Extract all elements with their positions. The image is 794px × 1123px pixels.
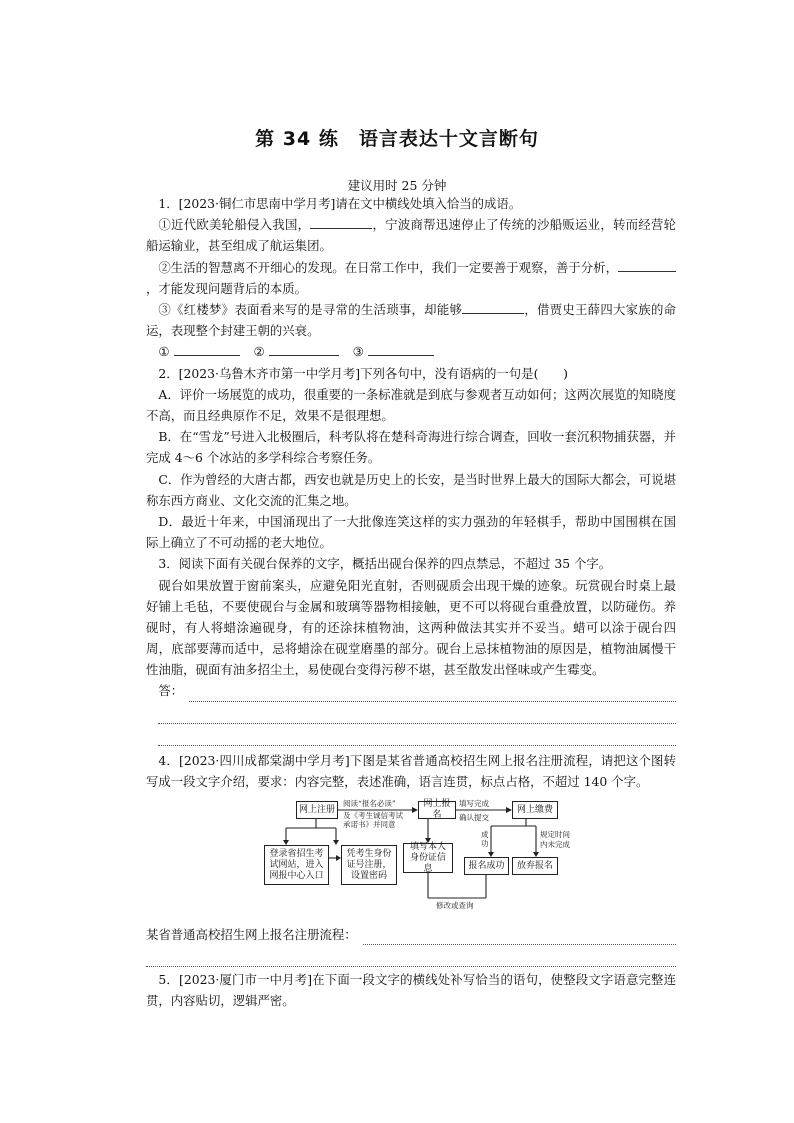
q1-answer-1[interactable] bbox=[174, 343, 240, 356]
q4-stem: 4．[2023·四川成都棠湖中学月考]下图是某省普通高校招生网上报名注册流程，请把这个图转写成一段文字介绍，要求：内容完整，表述准确，语言连贯，标点占格，不超过 140 个字。 bbox=[146, 752, 676, 789]
q2-option-b: B．在“雪龙”号进入北极圈后，科考队将在楚科奇海进行综合调查，回收一套沉积物捕获器，并完成 4～6 个冰站的多学科综合考察任务。 bbox=[146, 429, 676, 466]
q1-blank-1[interactable] bbox=[310, 216, 372, 229]
q1-answer-3[interactable] bbox=[368, 343, 434, 356]
q1-sentence-1: ①近代欧美轮船侵入我国， ，宁波商帮迅速停止了传统的沙船贩运业，转而经营轮船运输业，甚至组成了航运集团。 bbox=[146, 217, 677, 254]
q4-answer-row: 某省普通高校招生网上报名注册流程： bbox=[146, 924, 676, 945]
flow-box-success: 报名成功 bbox=[464, 857, 509, 875]
q4-answer-line-1[interactable] bbox=[363, 930, 676, 945]
q2-option-d: D．最近十年来，中国涌现出了一大批像连笑这样的实力强劲的年轻棋手，帮助中国围棋在国际上确立了不可动摇的老大地位。 bbox=[146, 514, 676, 551]
time-suggestion: 建议用时 25 分钟 bbox=[347, 178, 447, 193]
q3-passage: 砚台如果放置于窗前案头，应避免阳光直射，否则砚质会出现干燥的迹象。玩赏砚台时桌上最好铺上毛毡，不要使砚台与金属和玻璃等器物相接触，更不可以将砚台重叠放置，以防碰伤。养砚时，有人将蜡涂遍砚身，有的还涂抹植物油，这两种做法其实并不妥当。蜡可以涂于砚台四周，底部要薄而适中，忌将蜡涂在砚堂磨墨的部分。砚台上忌抹植物油的原因是，植物油属慢干性油脂，砚面有油多招尘土，易使砚台变得污秽不堪，甚至散发出怪味或产生霉变。 bbox=[146, 577, 676, 678]
flow-note-timeout-1: 规定时间 bbox=[540, 830, 570, 840]
flow-note-read-1: 阅读“报名必读” bbox=[343, 799, 396, 809]
q2-option-a: A．评价一场展览的成功，很重要的一条标准就是到底与参观者互动如何；这两次展览的知晓度不高，而且经典原作不足，效果不是很理想。 bbox=[146, 386, 676, 424]
q3-answer-line-3[interactable] bbox=[158, 724, 676, 746]
flow-note-read-2: 及《考生诚信考试承诺书》并同意 bbox=[343, 811, 403, 830]
flow-box-login: 登录省招生考试网站，进入网报中心入口 bbox=[264, 845, 329, 885]
q3-answer-line-2[interactable] bbox=[158, 702, 676, 724]
q2-stem: 2．[2023·乌鲁木齐市第一中学月考]下列各句中，没有语病的一句是( ) bbox=[158, 365, 569, 381]
flow-box-abandon: 放弃报名 bbox=[512, 857, 558, 875]
q1-blank-2[interactable] bbox=[618, 259, 676, 272]
page-title: 第 34 练 语言表达十文言断句 bbox=[255, 128, 539, 150]
q1-answer-row: ① ② ③ bbox=[146, 341, 676, 362]
q5-stem: 5．[2023·厦门市一中月考]在下面一段文字的横线处补写恰当的语句，使整段文字语意完整连贯，内容贴切，逻辑严密。 bbox=[146, 972, 676, 1009]
q1-stem: 1．[2023·铜仁市思南中学月考]请在文中横线处填入恰当的成语。 bbox=[158, 196, 522, 211]
flow-note-timeout-2: 内未完成 bbox=[540, 840, 570, 850]
q1-blank-3[interactable] bbox=[462, 301, 524, 314]
q1-answer-2[interactable] bbox=[269, 343, 339, 356]
q1-sentence-2: ②生活的智慧离不开细心的发现。在日常工作中，我们一定要善于观察，善于分析，，才能发现问题背后的本质。 bbox=[146, 257, 676, 299]
q1-sentence-3: ③《红楼梦》表面看来写的是寻常的生活琐事，却能够 ，借贾史王薛四大家族的命运，表现整个封建王朝的兴衰。 bbox=[146, 302, 677, 339]
exercise-content bbox=[146, 193, 676, 1011]
q2-option-c: C．作为曾经的大唐古都，西安也就是历史上的长安，是当时世界上最大的国际大都会，可说堪称东西方商业、文化交流的汇集之地。 bbox=[146, 471, 676, 508]
flow-box-pay: 网上缴费 bbox=[512, 801, 558, 819]
flow-note-confirm-2: 确认提交 bbox=[459, 813, 489, 823]
flow-note-success: 成功 bbox=[481, 830, 489, 849]
registration-flowchart bbox=[146, 798, 676, 918]
flow-note-modify: 修改或查询 bbox=[436, 901, 474, 911]
q3-answer-line-1[interactable] bbox=[189, 687, 676, 702]
flow-box-register: 网上注册 bbox=[296, 801, 338, 819]
q4-answer-line-2[interactable] bbox=[146, 945, 676, 967]
flow-box-signup: 网上报名 bbox=[418, 801, 456, 819]
q3-answer-row: 答： bbox=[146, 681, 676, 702]
flow-note-confirm-1: 填写完成 bbox=[459, 799, 489, 809]
flow-box-id: 凭考生身份证号注册，设置密码 bbox=[341, 845, 397, 885]
flow-box-fill: 填写本人身份证信息 bbox=[403, 843, 453, 873]
q3-stem: 3．阅读下面有关砚台保养的文字，概括出砚台保养的四点禁忌，不超过 35 个字。 bbox=[158, 556, 612, 572]
